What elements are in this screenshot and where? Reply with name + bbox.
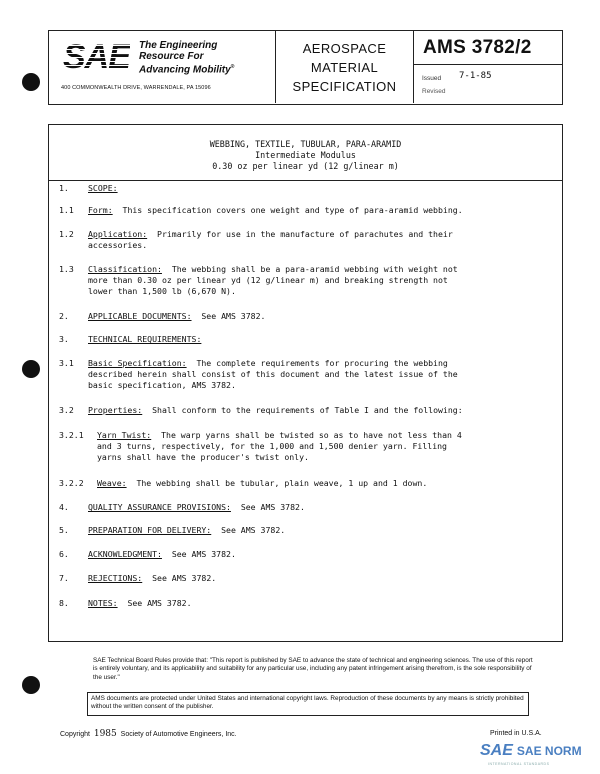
spec-header <box>48 30 563 105</box>
sae-tagline: The Engineering Resource For Advancing Mobility® <box>139 40 235 76</box>
ams-number: AMS 3782/2 <box>414 31 562 65</box>
revised-label: Revised <box>422 88 446 95</box>
document-subtitle: Intermediate Modulus <box>255 150 356 160</box>
sae-norm-watermark: SAE SAE NORM <box>480 742 582 759</box>
issued-label: Issued <box>422 75 442 82</box>
punch-hole-middle <box>22 360 40 378</box>
spec-body: WEBBING, TEXTILE, TUBULAR, PARA-ARAMID Intermediate Modulus 0.30 oz per linear yd (12 g/linear m) 1. SCOPE: 1.1 Form: This specification covers one weight and type of para-aramid webbing. 1.2 Application: Primarily for use in the manufacture of parachutes and their accessories. 1.3 Classification: The webbing shall be a para-aramid webbing with weight not more than 0.30 oz per linear yd (12 g/linear m) and breaking strength not lower than 1,500 lb (6,670 N). 2. APPLICABLE DOCUMENTS: See AMS 3782. 3. TECHNICAL REQUIREMENTS: 3.1 Basic Specification: The complete requirements for procuring the webbing described herein shall consist of this document and the latest issue of the basic specification, AMS 3782. 3.2 Properties: Shall conform to the requirements of Table I and the following: 3.2.1 Yarn Twist: The warp yarns shall be twisted so as to have not less than 4 and 3 turns, respectively, for the 1,000 and 1,500 denier yarn. Filling yarns shall have the producer's twist only. 3.2.2 Weave: The webbing shall be tubular, plain weave, 1 up and 1 down. 4. QUALITY ASSURANCE PROVISIONS: See AMS 3782. 5. PREPARATION FOR DELIVERY: See AMS 3782. 6. ACKNOWLEDGMENT: See AMS 3782. 7. REJECTIONS: See AMS 3782. 8. NOTES: See AMS 3782. <box>48 124 563 642</box>
issued-date: 7-1-85 <box>459 71 492 81</box>
publisher-address: 400 COMMONWEALTH DRIVE, WARRENDALE, PA 15096 <box>61 85 211 91</box>
document-title-block <box>49 139 562 172</box>
publisher-block <box>49 31 276 103</box>
document-title: WEBBING, TEXTILE, TUBULAR, PARA-ARAMID <box>209 139 402 149</box>
printed-in: Printed in U.S.A. <box>490 730 542 737</box>
spec-id-block <box>414 31 562 103</box>
punch-hole-bottom <box>22 676 40 694</box>
watermark-subtitle: INTERNATIONAL STANDARDS <box>488 762 550 766</box>
board-rules-note: SAE Technical Board Rules provide that: "This report is published by SAE to advance the state of technical and engineering sciences. The use of this report is entirely voluntary, and its applicability and suitability for any particular use, including any patent infringement arising therefrom, is the sole responsibility of the user." <box>93 657 533 681</box>
copyright-warning: AMS documents are protected under United States and international copyright laws. Reproduction of these documents by any means is strictly prohibited without the written consent of the publisher. <box>87 692 529 716</box>
watermark-logo: SAE <box>480 742 513 759</box>
copyright-line: Copyright 1985 Society of Automotive Engineers, Inc. <box>60 729 237 739</box>
document-weight: 0.30 oz per linear yd (12 g/linear m) <box>212 161 399 171</box>
punch-hole-top <box>22 73 40 91</box>
spec-type: AEROSPACE MATERIAL SPECIFICATION <box>276 31 414 103</box>
sae-logo: SAE <box>63 38 130 76</box>
title-divider <box>49 180 562 181</box>
